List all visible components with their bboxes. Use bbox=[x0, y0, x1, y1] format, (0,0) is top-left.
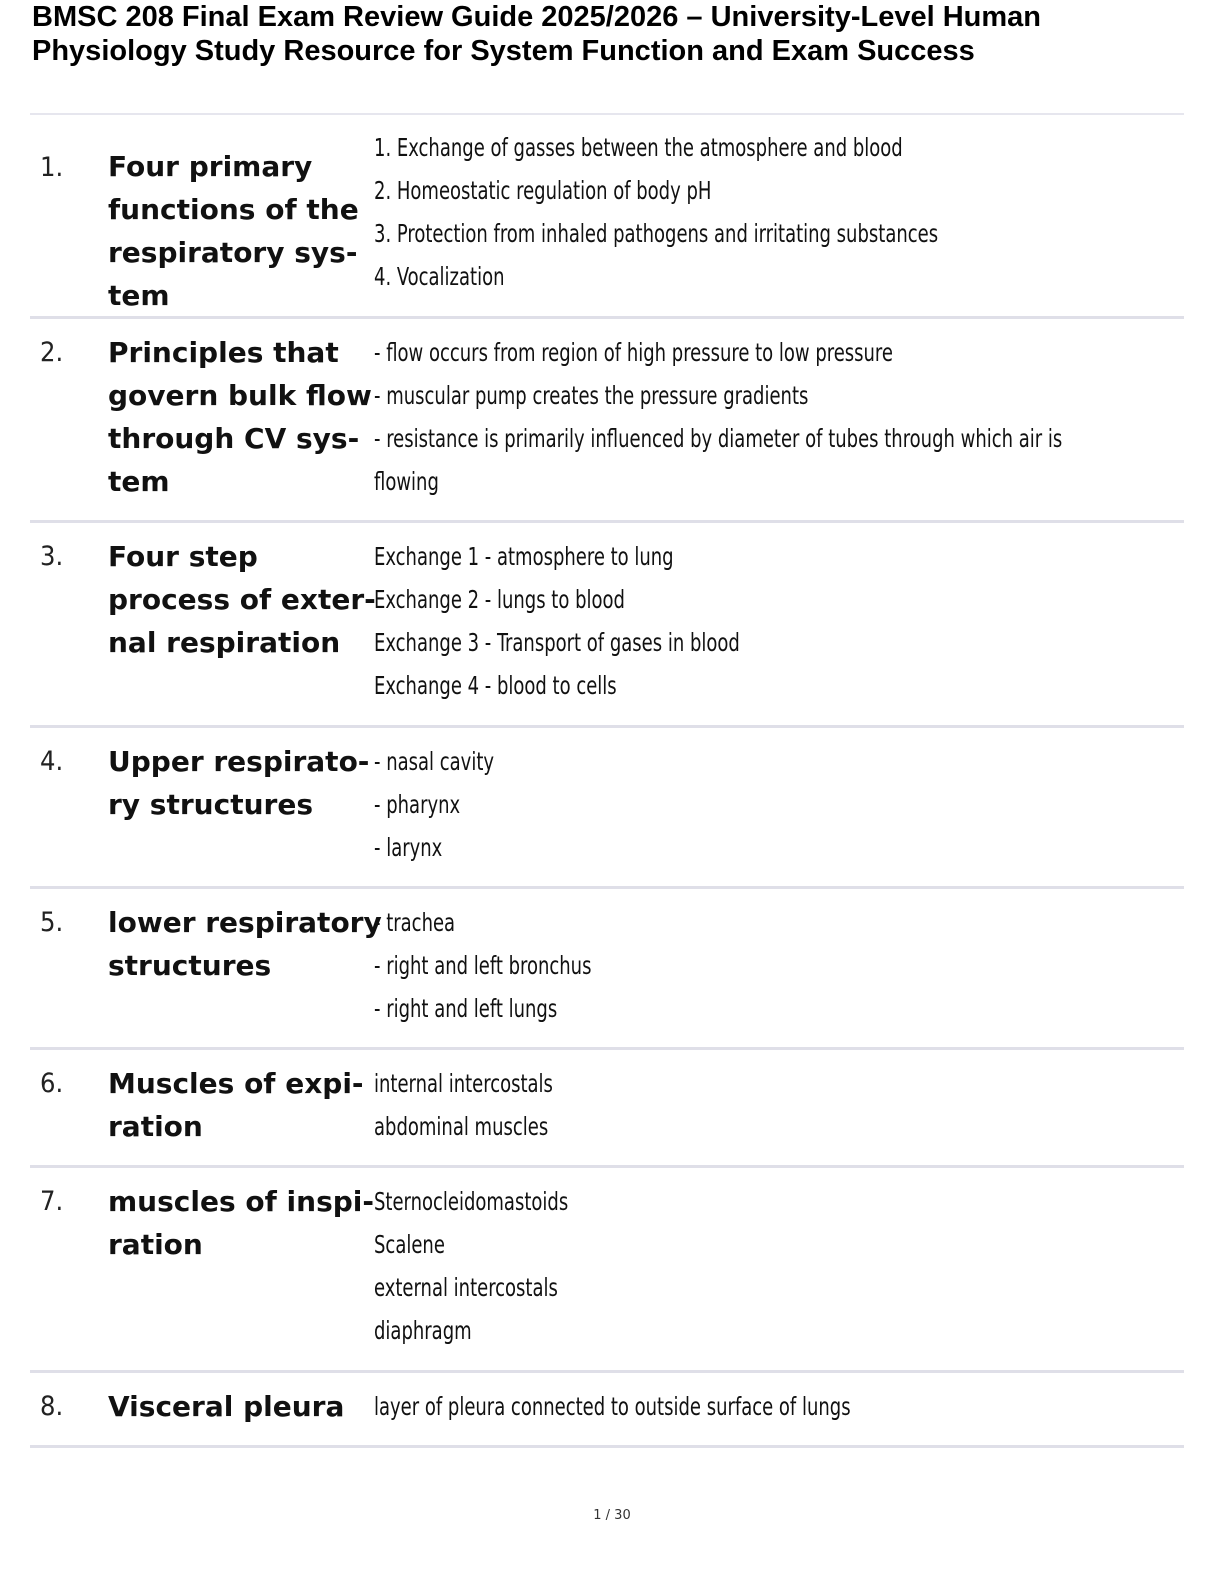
card-term-line: nal respiration bbox=[108, 626, 341, 659]
card-term bbox=[108, 1385, 370, 1428]
card-definition-line: 2. Homeostatic regulation of body pH bbox=[374, 176, 712, 205]
card-definition-line: Exchange 4 - blood to cells bbox=[374, 671, 617, 700]
card-term bbox=[108, 1062, 370, 1148]
card-term-line: Four primary bbox=[108, 150, 313, 183]
card-term bbox=[108, 331, 370, 503]
card-term-line: ration bbox=[108, 1228, 203, 1261]
card-number: 2. bbox=[40, 337, 64, 368]
card-definition-line: - nasal cavity bbox=[374, 747, 495, 776]
card-definition bbox=[374, 126, 1174, 298]
card-definition-line: layer of pleura connected to outside surface of lungs bbox=[374, 1392, 851, 1421]
flashcard bbox=[30, 523, 1184, 728]
card-definition-line: - trachea bbox=[374, 908, 456, 937]
flashcard bbox=[30, 1373, 1184, 1448]
card-term bbox=[108, 740, 370, 826]
flashcard bbox=[30, 728, 1184, 889]
card-definition-line: Exchange 2 - lungs to blood bbox=[374, 585, 625, 614]
card-term-line: ry structures bbox=[108, 788, 313, 821]
card-definition-line: 4. Vocalization bbox=[374, 262, 505, 291]
card-definition bbox=[374, 740, 1174, 869]
card-definition bbox=[374, 331, 1174, 503]
flashcard bbox=[30, 1168, 1184, 1373]
card-definition-line: - flow occurs from region of high pressure to low pressure bbox=[374, 338, 893, 367]
card-number: 6. bbox=[40, 1068, 64, 1099]
card-term-line: Four step bbox=[108, 540, 258, 573]
flashcard bbox=[30, 889, 1184, 1050]
card-number: 7. bbox=[40, 1186, 64, 1217]
card-number: 8. bbox=[40, 1391, 64, 1422]
card-number: 5. bbox=[40, 907, 64, 938]
card-term-line: structures bbox=[108, 949, 272, 982]
flashcard bbox=[30, 1050, 1184, 1168]
card-definition-line: - right and left bronchus bbox=[374, 951, 592, 980]
card-definition-line: - muscular pump creates the pressure gradients bbox=[374, 381, 809, 410]
card-definition-line: - resistance is primarily influenced by diameter of tubes through which air is bbox=[374, 424, 1063, 453]
card-definition-line: Sternocleidomastoids bbox=[374, 1187, 569, 1216]
card-definition-line: Exchange 3 - Transport of gases in blood bbox=[374, 628, 740, 657]
document-title-line: BMSC 208 Final Exam Review Guide 2025/2026 – University-Level Human bbox=[32, 1, 1041, 33]
card-definition-line: external intercostals bbox=[374, 1273, 558, 1302]
card-term-line: govern bulk flow bbox=[108, 379, 372, 412]
card-definition-line: - larynx bbox=[374, 833, 443, 862]
card-term bbox=[108, 145, 370, 317]
card-term-line: Muscles of expi- bbox=[108, 1067, 364, 1100]
page-indicator: 1 / 30 bbox=[593, 1508, 631, 1523]
card-term-line: Principles that bbox=[108, 336, 339, 369]
card-definition-line: - pharynx bbox=[374, 790, 461, 819]
card-definition bbox=[374, 901, 1174, 1030]
flashcard bbox=[30, 128, 1184, 319]
card-term-line: respiratory sys- bbox=[108, 236, 358, 269]
card-term-line: lower respiratory bbox=[108, 906, 382, 939]
card-definition-line: internal intercostals bbox=[374, 1069, 553, 1098]
card-definition-line: Exchange 1 - atmosphere to lung bbox=[374, 542, 674, 571]
card-definition-line: flowing bbox=[374, 467, 439, 496]
card-term bbox=[108, 901, 382, 987]
card-number: 1. bbox=[40, 152, 64, 183]
document-title-line: Physiology Study Resource for System Function and Exam Success bbox=[32, 35, 975, 67]
card-definition-line: - right and left lungs bbox=[374, 994, 558, 1023]
card-definition bbox=[374, 1385, 1174, 1428]
card-number: 4. bbox=[40, 746, 64, 777]
card-term-line: process of exter- bbox=[108, 583, 376, 616]
card-number: 3. bbox=[40, 541, 64, 572]
card-definition-line: abdominal muscles bbox=[374, 1112, 549, 1141]
flashcard bbox=[30, 319, 1184, 523]
card-definition-line: Scalene bbox=[374, 1230, 445, 1259]
card-term-line: tem bbox=[108, 279, 170, 312]
card-term-line: tem bbox=[108, 465, 170, 498]
card-definition-line: 3. Protection from inhaled pathogens and irritating substances bbox=[374, 219, 939, 248]
card-definition-line: diaphragm bbox=[374, 1316, 472, 1345]
card-term-line: functions of the bbox=[108, 193, 359, 226]
title-divider bbox=[30, 113, 1184, 115]
card-definition-line: 1. Exchange of gasses between the atmosphere and blood bbox=[374, 133, 903, 162]
card-term-line: Visceral pleura bbox=[108, 1390, 345, 1423]
flashcard-list bbox=[30, 128, 1184, 1448]
card-term-line: ration bbox=[108, 1110, 203, 1143]
card-term-line: through CV sys- bbox=[108, 422, 360, 455]
card-definition bbox=[374, 535, 1174, 707]
card-term bbox=[108, 1180, 374, 1266]
card-definition bbox=[374, 1180, 1174, 1352]
document-title bbox=[32, 0, 1202, 68]
card-definition bbox=[374, 1062, 1174, 1148]
card-term bbox=[108, 535, 376, 664]
card-term-line: Upper respirato- bbox=[108, 745, 370, 778]
card-term-line: muscles of inspi- bbox=[108, 1185, 374, 1218]
